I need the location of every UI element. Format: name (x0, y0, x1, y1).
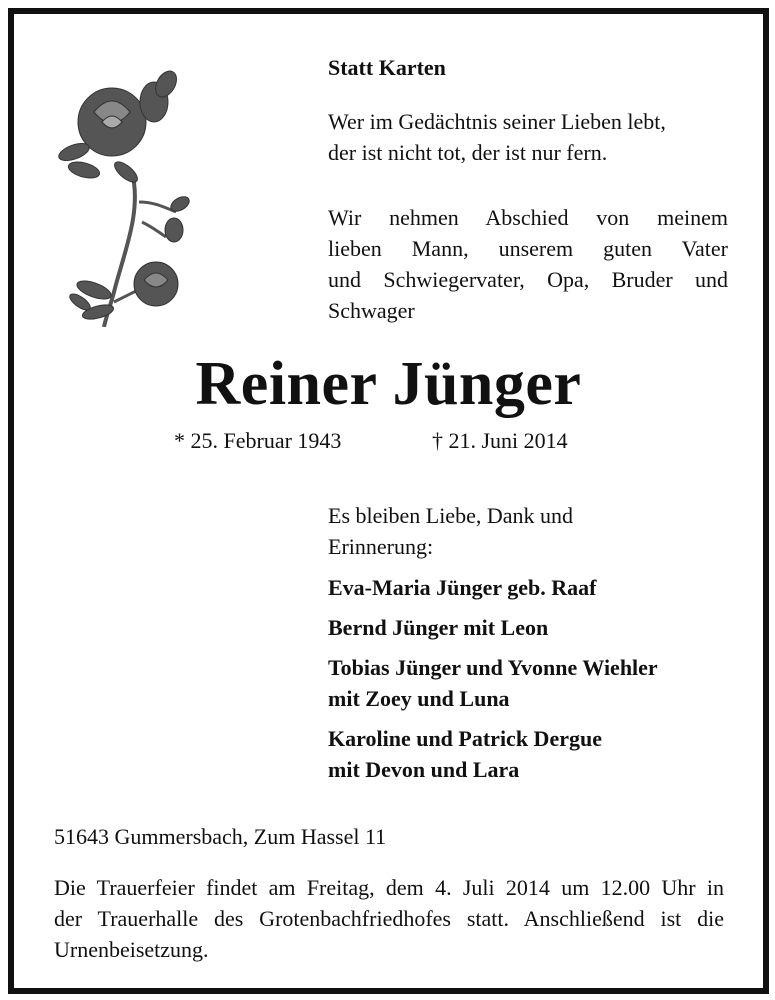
remembrance-line: Erinnerung: (328, 534, 434, 559)
address: 51643 Gummersbach, Zum Hassel 11 (54, 824, 387, 849)
family-group (328, 572, 748, 603)
family-group (328, 723, 748, 785)
remembrance-line: Es bleiben Liebe, Dank und (328, 503, 573, 528)
family-member: Tobias Jünger und Yvonne Wiehler (328, 655, 658, 680)
deceased-name: Reiner Jünger (195, 350, 582, 418)
family-list (328, 572, 748, 794)
farewell-line: und Schwiegervater, Opa, Bruder und (328, 267, 728, 292)
family-member: Eva-Maria Jünger geb. Raaf (328, 575, 597, 600)
motto (328, 106, 728, 168)
farewell-text (328, 202, 728, 326)
birth-date: * 25. Februar 1943 (174, 428, 342, 453)
ceremony-info (54, 872, 724, 965)
page-title: Statt Karten (328, 55, 446, 80)
family-group (328, 652, 748, 714)
motto-line: der ist nicht tot, der ist nur fern. (328, 140, 608, 165)
remembrance-text (328, 500, 728, 562)
ceremony-line: Die Trauerfeier findet am Freitag, dem 4. Juli 2014 um 12.00 Uhr in (54, 875, 724, 900)
rose-icon (54, 52, 204, 327)
family-member: Bernd Jünger mit Leon (328, 615, 549, 640)
family-member: mit Zoey und Luna (328, 686, 510, 711)
family-member: mit Devon und Lara (328, 757, 520, 782)
farewell-line: lieben Mann, unserem guten Vater (328, 236, 728, 261)
obituary-notice (8, 8, 769, 994)
family-group (328, 612, 748, 643)
ceremony-line: der Trauerhalle des Grotenbachfriedhofes statt. Anschließend ist die (54, 906, 724, 931)
farewell-line: Wir nehmen Abschied von meinem (328, 205, 728, 230)
family-member: Karoline und Patrick Dergue (328, 726, 602, 751)
ceremony-line: Urnenbeisetzung. (54, 937, 209, 962)
farewell-line: Schwager (328, 298, 415, 323)
motto-line: Wer im Gedächtnis seiner Lieben lebt, (328, 109, 666, 134)
death-date: † 21. Juni 2014 (432, 428, 568, 453)
